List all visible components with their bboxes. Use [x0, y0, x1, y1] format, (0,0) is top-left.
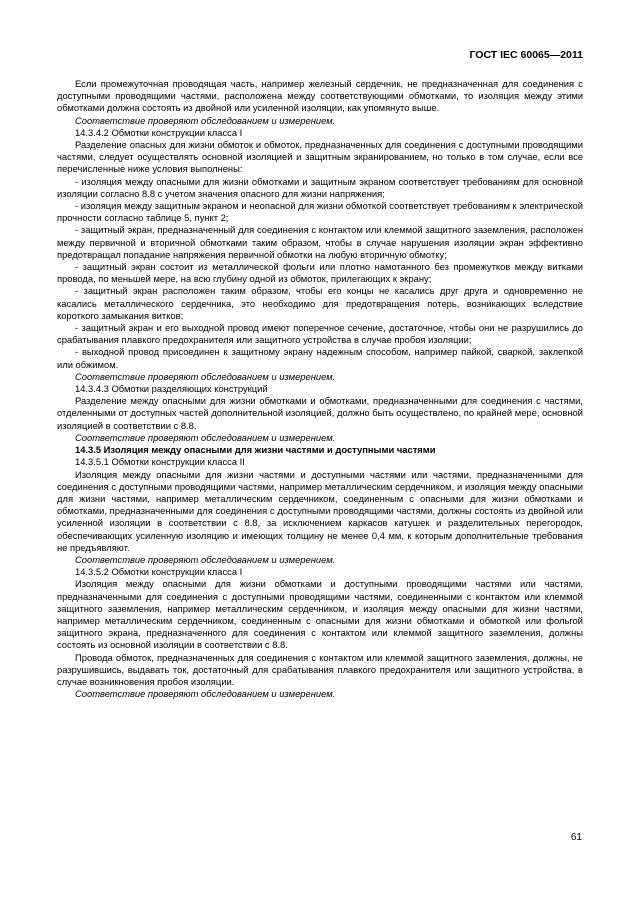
- compliance-note: Соответствие проверяют обследованием и измерением.: [75, 431, 336, 443]
- clause-title: 14.3.4.2 Обмотки конструкции класса I: [75, 126, 243, 138]
- paragraph: Разделение опасных для жизни обмоток и обмоток, предназначенных для соединения с доступными проводящими частями, следует осуществлять основной изоляцией и защитным экранированием, но только в том случае, если все перечисленные ниже условия выполнены:: [57, 139, 583, 175]
- list-item: - защитный экран и его выходной провод имеют поперечное сечение, достаточное, чтобы они не разрушились до срабатывания плавкого предохранителя или защитного устройства в случае пробоя изоляции;: [57, 322, 583, 346]
- clause-title: 14.3.4.3 Обмотки разделяющих конструкций: [75, 383, 268, 395]
- clause-title: 14.3.5.1 Обмотки конструкции класса II: [75, 456, 245, 468]
- paragraph: Провода обмоток, предназначенных для соединения с контактом или клеммой защитного заземления, должны, не разрушившись, выдавать ток, достаточный для срабатывания плавкого предохранителя или защитного устройства, в случае возникновения пробоя изоляции.: [57, 651, 583, 687]
- document-header: ГОСТ IEC 60065—2011: [469, 49, 583, 61]
- list-item: - выходной провод присоединен к защитному экрану надежным способом, например пайкой, сваркой, заклепкой или обжимом.: [57, 346, 583, 370]
- compliance-note: Соответствие проверяют обследованием и измерением.: [75, 114, 336, 126]
- list-item: - защитный экран состоит из металлической фольги или плотно намотанного без промежутков между витками провода, по меньшей мере, на всю глубину одной из обмоток, прилегающих к экрану;: [57, 261, 583, 285]
- compliance-note: Соответствие проверяют обследованием и измерением.: [75, 688, 336, 700]
- paragraph: Изоляция между опасными для жизни обмотками и доступными проводящими частями или частями, предназначенными для соединения с доступными проводящими частями, соединенными с контактом или клеммой защитного заземления, например металлическим сердечником, и изоляция между опасными для жизни частями, например металлическим сердечником, соединенным с опасными для жизни обмотками и обмоткой или фольгой защитного экрана, предназначенного для соединения с контактом или клеммой защитного заземления, должны состоять из основной изоляции в соответствии с 8.8.: [57, 578, 583, 651]
- list-item: - изоляция между защитным экраном и неопасной для жизни обмоткой соответствует требованиям к электрической прочности согласно таблице 5, пункт 2;: [57, 200, 583, 224]
- section-heading: 14.3.5 Изоляция между опасными для жизни частями и доступными частями: [75, 444, 436, 456]
- list-item: - изоляция между опасными для жизни обмотками и защитным экраном соответствует требованиям для основной изоляции согласно 8.8 с учетом значения опасного для жизни напряжения;: [57, 175, 583, 199]
- list-item: - защитный экран, предназначенный для соединения с контактом или клеммой защитного заземления, расположен между первичной и вторичной обмотками таким образом, чтобы в случае нарушения изоляции экран эффективно предотвращал попадание напряжения первичной обмотки на любую вторичную обмотку;: [57, 224, 583, 260]
- clause-title: 14.3.5.2 Обмотки конструкции класса I: [75, 566, 243, 578]
- compliance-note: Соответствие проверяют обследованием и измерением.: [75, 370, 336, 382]
- page-number: 61: [570, 832, 582, 843]
- paragraph: Разделение между опасными для жизни обмотками и обмотками, предназначенными для соединения с частями, отделенными от доступных частей дополнительной изоляцией, должно быть осуществлено, по крайней мере, основной изоляцией в соответствии с 8.8.: [57, 395, 583, 431]
- paragraph: Если промежуточная проводящая часть, например железный сердечник, не предназначенная для соединения с доступными проводящими частями, расположена между соответствующими обмотками, то изоляция между этими обмотками должна состоять из двойной или усиленной изоляции, как упомянуто выше.: [57, 78, 583, 114]
- document-body: [57, 78, 583, 700]
- list-item: - защитный экран расположен таким образом, чтобы его концы не касались друг друга и одновременно не касались металлического сердечника, это необходимо для предотвращения потерь, возникающих вследствие короткого замыкания витков;: [57, 285, 583, 321]
- compliance-note: Соответствие проверяют обследованием и измерением.: [75, 553, 336, 565]
- paragraph: Изоляция между опасными для жизни частями и доступными частями или частями, предназначенными для соединения с доступными проводящими частями, например металлическим сердечником, и изоляция между опасными для жизни частями, например металлическим сердечником, соединенным с опасными для жизни обмотками и обмотками, предназначенными для соединения с доступными проводящими частями, должны состоять из двойной или усиленной изоляции в соответствии с 8.8, за исключением каркасов катушек и разделительных перегородок, обеспечивающих усиленную изоляцию и имеющих толщину не менее 0,4 мм, к которым дополнительные требования не предъявляют.: [57, 468, 583, 553]
